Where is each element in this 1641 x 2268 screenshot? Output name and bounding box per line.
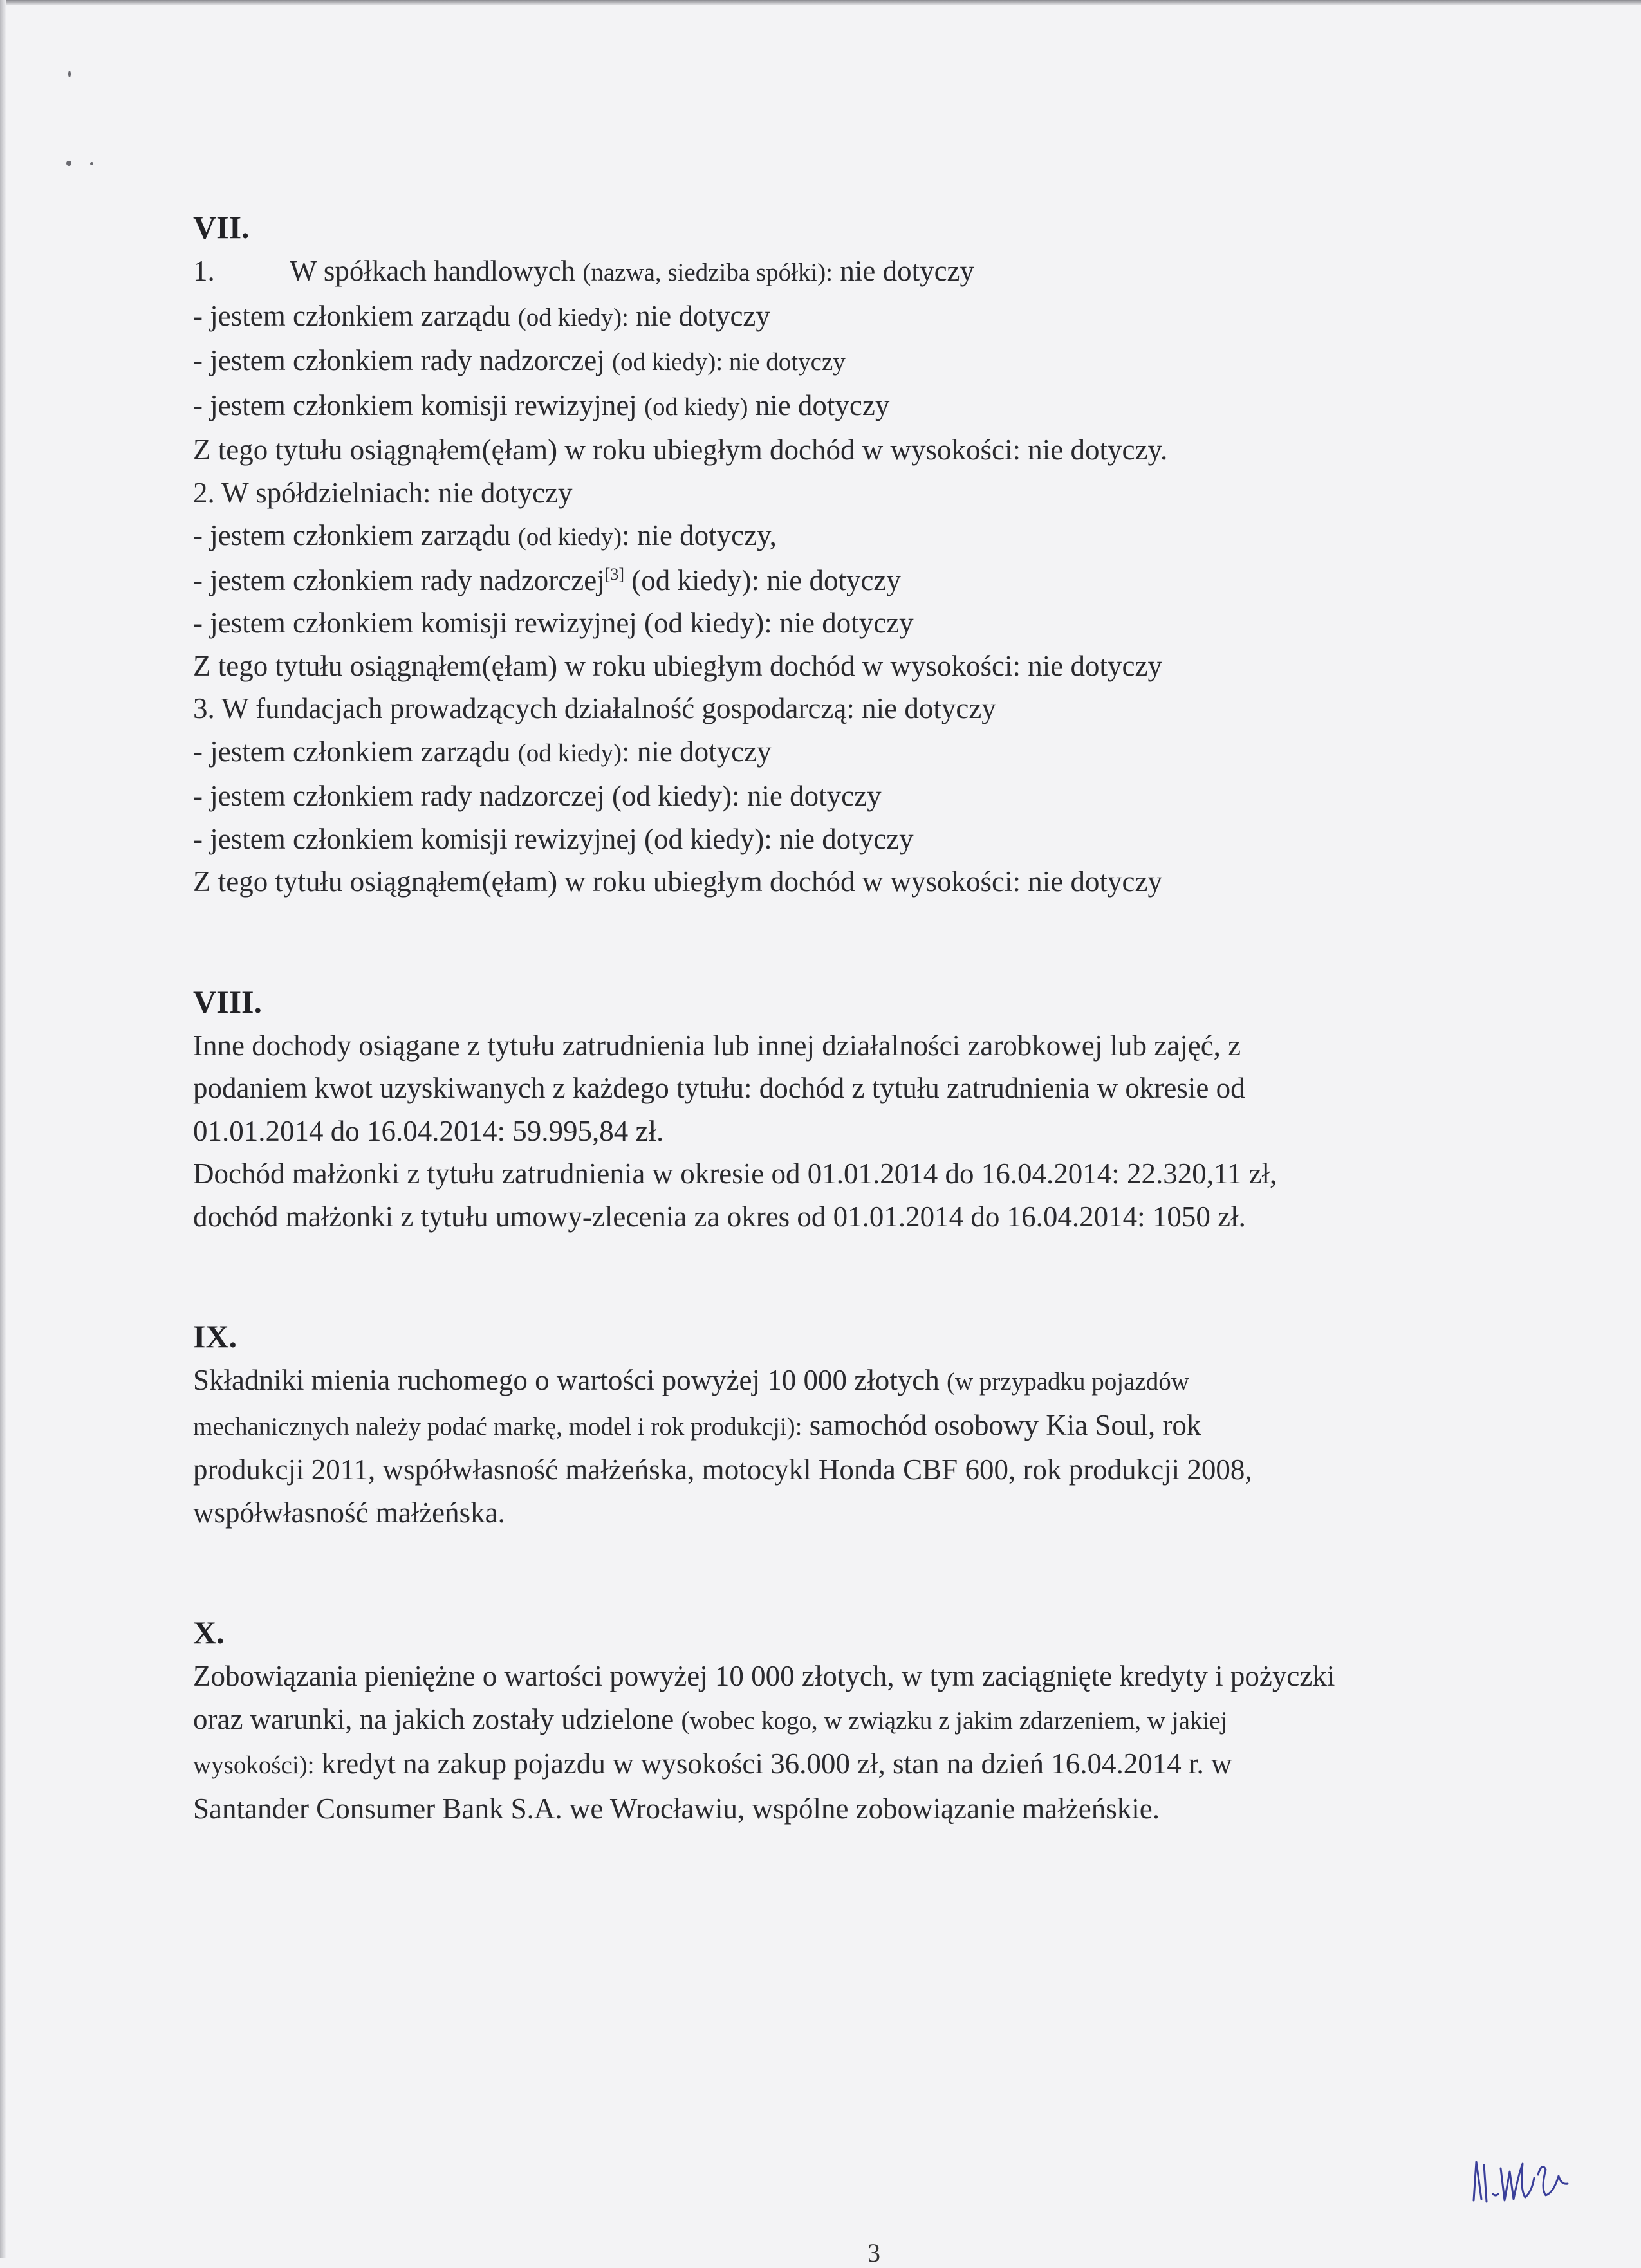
scan-speck bbox=[68, 71, 71, 77]
section-7-item-1: 1. W spółkach handlowych (nazwa, siedziba spółki): nie dotyczy bbox=[193, 255, 975, 287]
scan-speck bbox=[90, 162, 93, 165]
section-7-line: - jestem członkiem komisji rewizyjnej (od kiedy): nie dotyczy bbox=[193, 607, 914, 639]
section-7-line: - jestem członkiem komisji rewizyjnej (od kiedy) nie dotyczy bbox=[193, 389, 890, 421]
scan-left-edge bbox=[0, 0, 6, 2258]
section-8-line: dochód małżonki z tytułu umowy-zlecenia za okres od 01.01.2014 do 16.04.2014: 1050 zł. bbox=[193, 1200, 1246, 1233]
section-7-line: - jestem członkiem komisji rewizyjnej (od kiedy): nie dotyczy bbox=[193, 822, 914, 855]
section-7-line: - jestem członkiem rady nadzorczej (od kiedy): nie dotyczy bbox=[193, 780, 882, 812]
scan-top-edge bbox=[0, 0, 1641, 5]
section-10-line: Zobowiązania pieniężne o wartości powyżej 10 000 złotych, w tym zaciągnięte kredyty i pożyczki bbox=[193, 1660, 1335, 1692]
document-body bbox=[193, 205, 1506, 1830]
section-8-line: podaniem kwot uzyskiwanych z każdego tytułu: dochód z tytułu zatrudnienia w okresie od bbox=[193, 1072, 1245, 1104]
section-9-line: Składniki mienia ruchomego o wartości powyżej 10 000 złotych (w przypadku pojazdów bbox=[193, 1364, 1189, 1396]
section-10-line: Santander Consumer Bank S.A. we Wrocławiu, wspólne zobowiązanie małżeńskie. bbox=[193, 1792, 1160, 1825]
handwritten-signature bbox=[1467, 2143, 1596, 2213]
section-9-line: produkcji 2011, współwłasność małżeńska, motocykl Honda CBF 600, rok produkcji 2008, bbox=[193, 1453, 1252, 1486]
scan-speck bbox=[66, 161, 71, 166]
section-8-line: Inne dochody osiągane z tytułu zatrudnienia lub innej działalności zarobkowej lub zajęć, z bbox=[193, 1029, 1241, 1062]
section-7-line: - jestem członkiem zarządu (od kiedy): nie dotyczy bbox=[193, 735, 772, 768]
section-8-line: Dochód małżonki z tytułu zatrudnienia w okresie od 01.01.2014 do 16.04.2014: 22.320,11 zł, bbox=[193, 1157, 1277, 1190]
section-10-line: wysokości): kredyt na zakup pojazdu w wysokości 36.000 zł, stan na dzień 16.04.2014 r. w bbox=[193, 1747, 1232, 1780]
section-10-line: oraz warunki, na jakich zostały udzielone (wobec kogo, w związku z jakim zdarzeniem, w jakiej bbox=[193, 1702, 1228, 1735]
section-9-line: mechanicznych należy podać markę, model i rok produkcji): samochód osobowy Kia Soul, rok bbox=[193, 1408, 1201, 1441]
section-7-line: Z tego tytułu osiągnąłem(ęłam) w roku ubiegłym dochód w wysokości: nie dotyczy bbox=[193, 649, 1162, 682]
section-7-line: - jestem członkiem zarządu (od kiedy): nie dotyczy, bbox=[193, 519, 777, 551]
section-7-line: Z tego tytułu osiągnąłem(ęłam) w roku ubiegłym dochód w wysokości: nie dotyczy bbox=[193, 865, 1162, 898]
section-7-line: - jestem członkiem rady nadzorczej (od kiedy): nie dotyczy bbox=[193, 344, 846, 376]
section-8-heading: VIII. bbox=[193, 983, 262, 1020]
section-7-heading: VII. bbox=[193, 209, 250, 245]
section-10-heading: X. bbox=[193, 1614, 225, 1650]
section-9-heading: IX. bbox=[193, 1318, 237, 1354]
section-7-item-2: 2. W spółdzielniach: nie dotyczy bbox=[193, 476, 573, 509]
section-9-line: współwłasność małżeńska. bbox=[193, 1496, 505, 1529]
page-number: 3 bbox=[867, 2238, 880, 2267]
section-7-line: Z tego tytułu osiągnąłem(ęłam) w roku ubiegłym dochód w wysokości: nie dotyczy. bbox=[193, 434, 1168, 466]
section-7-item-3: 3. W fundacjach prowadzących działalność gospodarczą: nie dotyczy bbox=[193, 692, 996, 724]
section-7-line: - jestem członkiem rady nadzorczej[3] (od kiedy): nie dotyczy bbox=[193, 564, 901, 596]
footnote-marker: [3] bbox=[604, 564, 625, 584]
section-7-line: - jestem członkiem zarządu (od kiedy): nie dotyczy bbox=[193, 299, 770, 332]
section-8-line: 01.01.2014 do 16.04.2014: 59.995,84 zł. bbox=[193, 1114, 664, 1147]
